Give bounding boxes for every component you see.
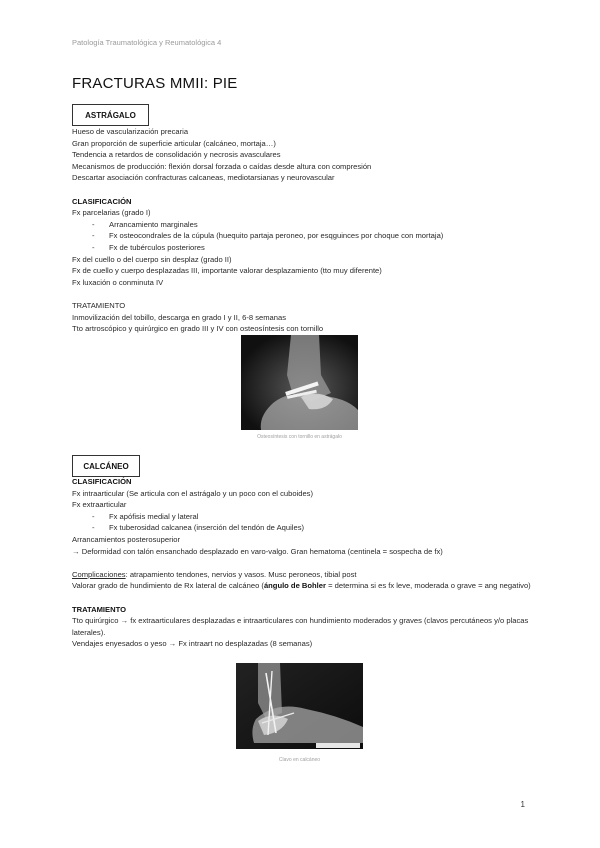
subheading-clasificacion: CLASIFICACIÓN xyxy=(72,477,132,486)
xray-image-calcaneo xyxy=(236,663,363,749)
page-number: 1 xyxy=(520,800,525,809)
text-line: Tto quirúrgico → fx extraarticulares desplazadas e intraarticulares con hundimiento moderados y graves (clavos percutáneos y/o placas laterales). xyxy=(72,616,529,637)
running-header: Patología Traumatológica y Reumatológica 4 xyxy=(72,38,222,47)
xray-image-astragalo xyxy=(241,335,358,430)
text-line: Mecanismos de producción: flexión dorsal forzada o caídas desde altura con compresión xyxy=(72,161,372,171)
angulo-bohler-term: ángulo de Bohler xyxy=(263,581,326,591)
list-item: - Fx osteocondrales de la cúpula (huequito partaja peroneo, por esqguinces por choque con mortaja) xyxy=(72,230,532,242)
text-line: → Deformidad con talón ensanchado desplazado en varo-valgo. Gran hematoma (centinela = sospecha de fx) xyxy=(72,546,443,556)
angulo-text-pre: Valorar grado de hundimiento de Rx lateral de calcáneo ( xyxy=(72,581,264,591)
subheading-tratamiento: TRATAMIENTO xyxy=(72,300,126,310)
text-line: Fx luxación o conminuta IV xyxy=(72,277,164,287)
text-line: Gran proporción de superficie articular (calcáneo, mortaja…) xyxy=(72,138,276,148)
text-line: Vendajes enyesados o yeso → Fx intraart no desplazadas (8 semanas) xyxy=(72,639,313,649)
text-line: Tendencia a retardos de consolidación y necrosis avasculares xyxy=(72,150,281,160)
subheading-tratamiento: TRATAMIENTO xyxy=(72,604,126,614)
subheading-clasificacion: CLASIFICACIÓN xyxy=(72,196,132,206)
text-line: Arrancamientos posterosuperior xyxy=(72,534,181,544)
complicaciones-label: Complicaciones xyxy=(72,569,126,579)
text-line: Fx parcelarias (grado I) xyxy=(72,208,151,218)
list-item: - Fx apófisis medial y lateral xyxy=(72,511,532,523)
section-heading-astragalo: ASTRÁGALO xyxy=(72,104,149,126)
angulo-text-post: = determina si es fx leve, moderada o grave = ang negativo) xyxy=(325,581,531,591)
text-line: Tto artroscópico y quirúrgico en grado III y IV con osteosíntesis con tornillo xyxy=(72,324,324,334)
list-item: - Arrancamiento marginales xyxy=(72,219,532,231)
text-line: Descartar asociación confracturas calcaneas, mediotarsianas y neurovascular xyxy=(72,173,335,183)
text-line: Inmovilización del tobillo, descarga en grado I y II, 6-8 semanas xyxy=(72,312,287,322)
list-item: - Fx tuberosidad calcanea (inserción del tendón de Aquiles) xyxy=(72,522,532,534)
calcaneo-section xyxy=(72,476,532,650)
list-item: - Fx de tubérculos posteriores xyxy=(72,242,532,254)
section-heading-calcaneo: CALCÁNEO xyxy=(72,455,140,477)
figure-caption: Clavo en calcáneo xyxy=(278,757,321,763)
text-line: Hueso de vascularización precaria xyxy=(72,127,189,136)
astragalo-section xyxy=(72,126,532,335)
complicaciones-text: : atrapamiento tendones, nervios y vasos. Musc peroneos, tibial post xyxy=(125,569,357,579)
text-line: Fx del cuello o del cuerpo sin desplaz (grado II) xyxy=(72,254,232,264)
figure-caption: Osteosíntesis con tornillo en astrágalo xyxy=(257,434,342,440)
text-line: Fx extraarticular xyxy=(72,500,127,510)
text-line: Fx intraarticular (Se articula con el astrágalo y un poco con el cuboides) xyxy=(72,488,314,498)
text-line: Fx de cuello y cuerpo desplazadas III, importante valorar desplazamiento (tto muy diferente) xyxy=(72,266,382,276)
page-title: FRACTURAS MMII: PIE xyxy=(72,75,238,92)
complicaciones-line xyxy=(72,569,532,581)
angulo-bohler-line xyxy=(72,580,532,592)
